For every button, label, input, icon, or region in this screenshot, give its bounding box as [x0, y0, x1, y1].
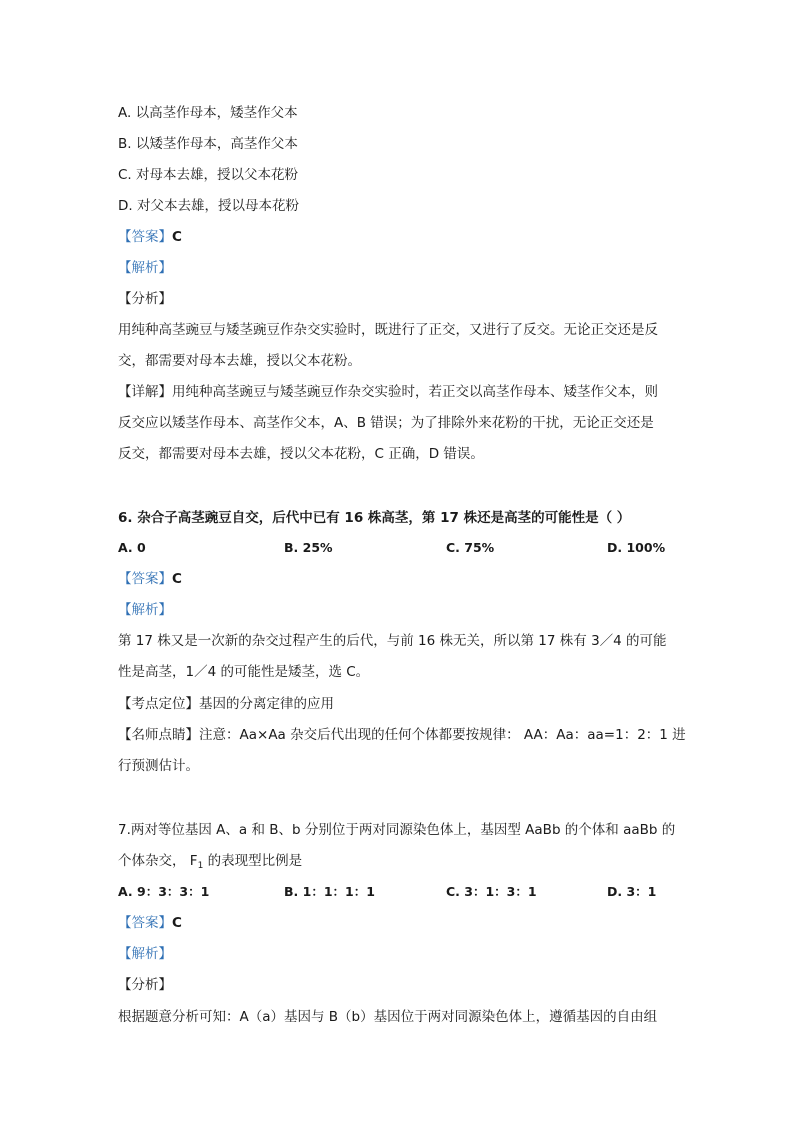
q5-fenxi-text-2: 交，都需要对母本去雄，授以父本花粉。 [118, 353, 361, 369]
q6-mingshi-line-1 [118, 725, 686, 745]
q6-answer-tag: 【答案】 [118, 571, 172, 587]
q5-option-a: A. 以高茎作母本，矮茎作父本 [118, 105, 298, 121]
q6-analysis-text-2: 性是高茎，1／4 的可能性是矮茎，选 C。 [118, 664, 370, 680]
q6-option-b: B. 25% [284, 540, 333, 555]
q5-answer-line [118, 227, 182, 247]
q7-answer-tag: 【答案】 [118, 915, 172, 931]
q6-option-c: C. 75% [446, 540, 495, 555]
q7-analysis-tag: 【解析】 [118, 946, 172, 962]
q7-stem-pre: 个体杂交， F [118, 853, 198, 869]
q6-mingshi-text-2: 行预测估计。 [118, 758, 199, 774]
q6-kaodian-line [118, 694, 334, 714]
q6-mingshi-text-1: 注意：Aa×Aa 杂交后代出现的任何个体都要按规律： AA：Aa：aa=1：2：1 进 [199, 727, 686, 743]
q6-answer-value: C [172, 571, 182, 587]
q5-option-b: B. 以矮茎作母本，高茎作父本 [118, 136, 298, 152]
q6-analysis-tag: 【解析】 [118, 602, 172, 618]
q6-option-d: D. 100% [607, 540, 666, 555]
q7-stem-line-1: 7.两对等位基因 A、a 和 B、b 分别位于两对同源染色体上，基因型 AaBb 的个体和 aaBb 的 [118, 822, 676, 838]
q7-stem-post: 的表现型比例是 [203, 853, 303, 869]
q7-stem-line-2 [118, 851, 302, 876]
q7-option-b: B. 1：1：1：1 [284, 884, 375, 899]
q6-kaodian-tag: 【考点定位】 [118, 696, 199, 712]
q6-stem: 6. 杂合子高茎豌豆自交，后代中已有 16 株高茎，第 17 株还是高茎的可能性是（ ） [118, 510, 631, 526]
q6-mingshi-tag: 【名师点睛】 [118, 727, 199, 743]
q7-option-a: A. 9：3：3：1 [118, 884, 210, 899]
q5-detail-tag: 【详解】 [118, 384, 172, 400]
q5-option-d: D. 对父本去雄，授以母本花粉 [118, 198, 299, 214]
q6-analysis-text-1: 第 17 株又是一次新的杂交过程产生的后代，与前 16 株无关，所以第 17 株有 3／4 的可能 [118, 633, 667, 649]
q7-answer-value: C [172, 915, 182, 931]
q7-answer-line [118, 913, 182, 933]
q5-detail-line-1 [118, 382, 658, 402]
q6-option-a: A. 0 [118, 540, 146, 555]
q7-fenxi-tag: 【分析】 [118, 977, 172, 993]
q7-fenxi-text: 根据题意分析可知：A（a）基因与 B（b）基因位于两对同源染色体上，遵循基因的自由组 [118, 1009, 658, 1025]
q5-analysis-tag: 【解析】 [118, 260, 172, 276]
q5-fenxi-text-1: 用纯种高茎豌豆与矮茎豌豆作杂交实验时，既进行了正交，又进行了反交。无论正交还是反 [118, 322, 658, 338]
q5-detail-text-2: 反交应以矮茎作母本、高茎作父本，A、B 错误；为了排除外来花粉的干扰，无论正交还是 [118, 415, 654, 431]
q5-fenxi-tag: 【分析】 [118, 291, 172, 307]
q7-stem-subscript: 1 [197, 861, 204, 871]
q5-detail-text-1: 用纯种高茎豌豆与矮茎豌豆作杂交实验时，若正交以高茎作母本、矮茎作父本，则 [172, 384, 658, 400]
q5-option-c: C. 对母本去雄，授以父本花粉 [118, 167, 299, 183]
q7-option-c: C. 3：1：3：1 [446, 884, 537, 899]
q5-answer-tag: 【答案】 [118, 229, 172, 245]
q5-answer-value: C [172, 229, 182, 245]
q6-kaodian-text: 基因的分离定律的应用 [199, 696, 334, 712]
q7-option-d: D. 3：1 [607, 884, 657, 899]
q6-answer-line [118, 569, 182, 589]
q5-detail-text-3: 反交，都需要对母本去雄，授以父本花粉，C 正确，D 错误。 [118, 446, 484, 462]
